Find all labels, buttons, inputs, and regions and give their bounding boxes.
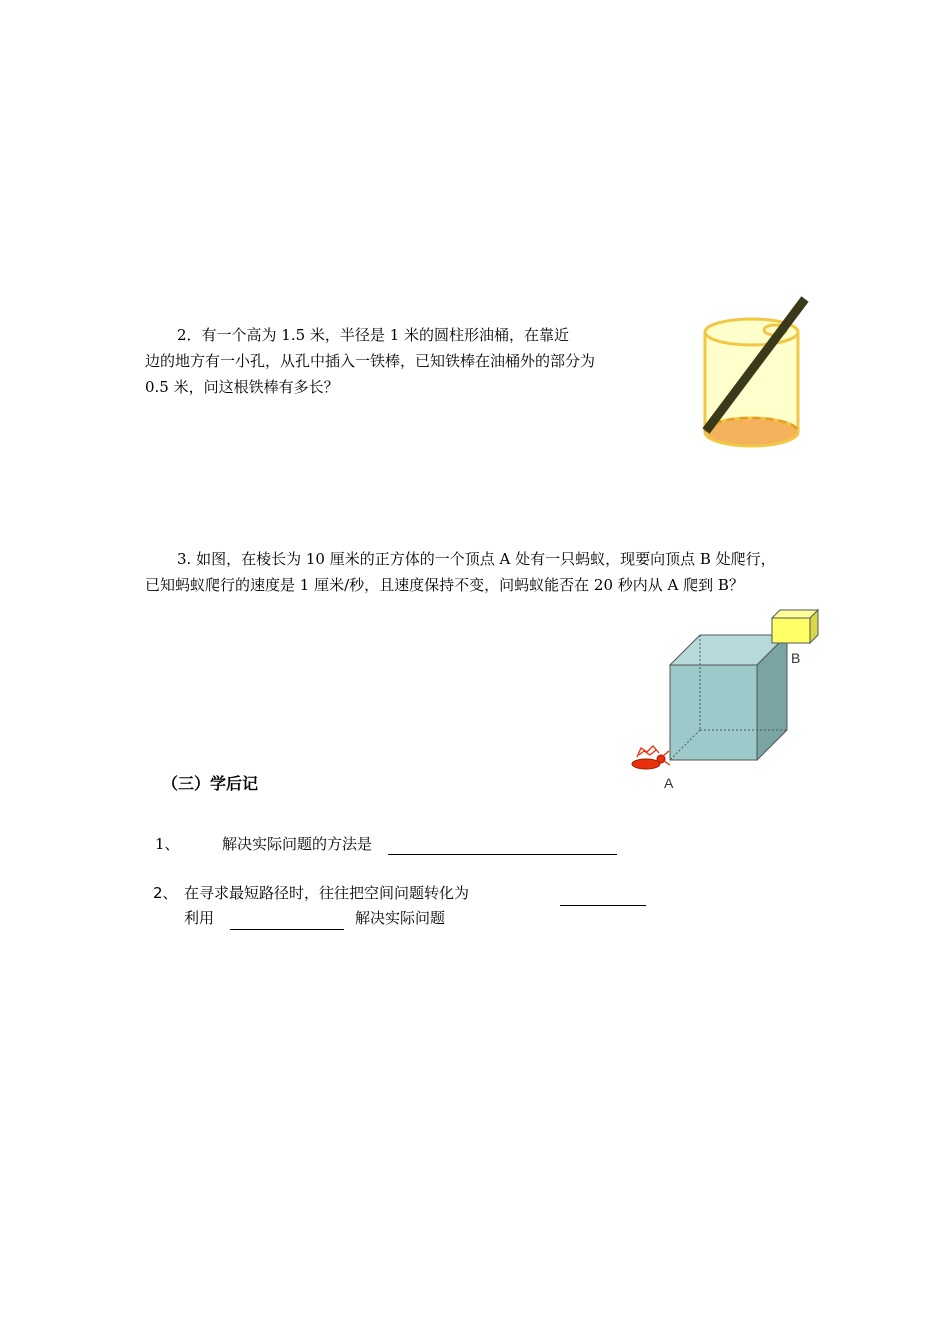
label-a: A (664, 775, 674, 791)
item2-line2-prefix: 利用 (184, 909, 215, 927)
item1-text: 解决实际问题的方法是 (222, 835, 373, 853)
section-heading: （三）学后记 (162, 774, 259, 793)
item2-line2-suffix: 解决实际问题 (355, 909, 446, 927)
item2-answer-blank-1[interactable] (560, 905, 646, 906)
cube-figure (625, 605, 825, 795)
item1-answer-blank[interactable] (388, 854, 617, 855)
problem2-line2: 边的地方有一小孔，从孔中插入一铁棒，已知铁棒在油桶外的部分为 (145, 352, 596, 370)
problem2-line3: 0.5 米，问这根铁棒有多长？ (145, 378, 339, 396)
problem2-line1: 2．有一个高为 1.5 米，半径是 1 米的圆柱形油桶，在靠近 (177, 326, 570, 344)
label-b: B (791, 650, 801, 666)
problem3-line2: 已知蚂蚁爬行的速度是 1 厘米/秒，且速度保持不变，问蚂蚁能否在 20 秒内从 A 爬到 B？ (145, 576, 744, 594)
cube-front-face (670, 665, 757, 760)
problem3-line1: 3. 如图，在棱长为 10 厘米的正方体的一个顶点 A 处有一只蚂蚁，现要向顶点 B 处爬行， (177, 550, 776, 568)
item1-number: 1、 (155, 835, 180, 853)
ant-icon (632, 746, 670, 769)
oil-barrel-figure (695, 292, 815, 454)
item2-number: 2、 (153, 884, 178, 902)
item2-answer-blank-2[interactable] (230, 929, 344, 930)
item2-text: 在寻求最短路径时，往往把空间问题转化为 (184, 884, 470, 902)
small-cube-front (772, 618, 810, 643)
